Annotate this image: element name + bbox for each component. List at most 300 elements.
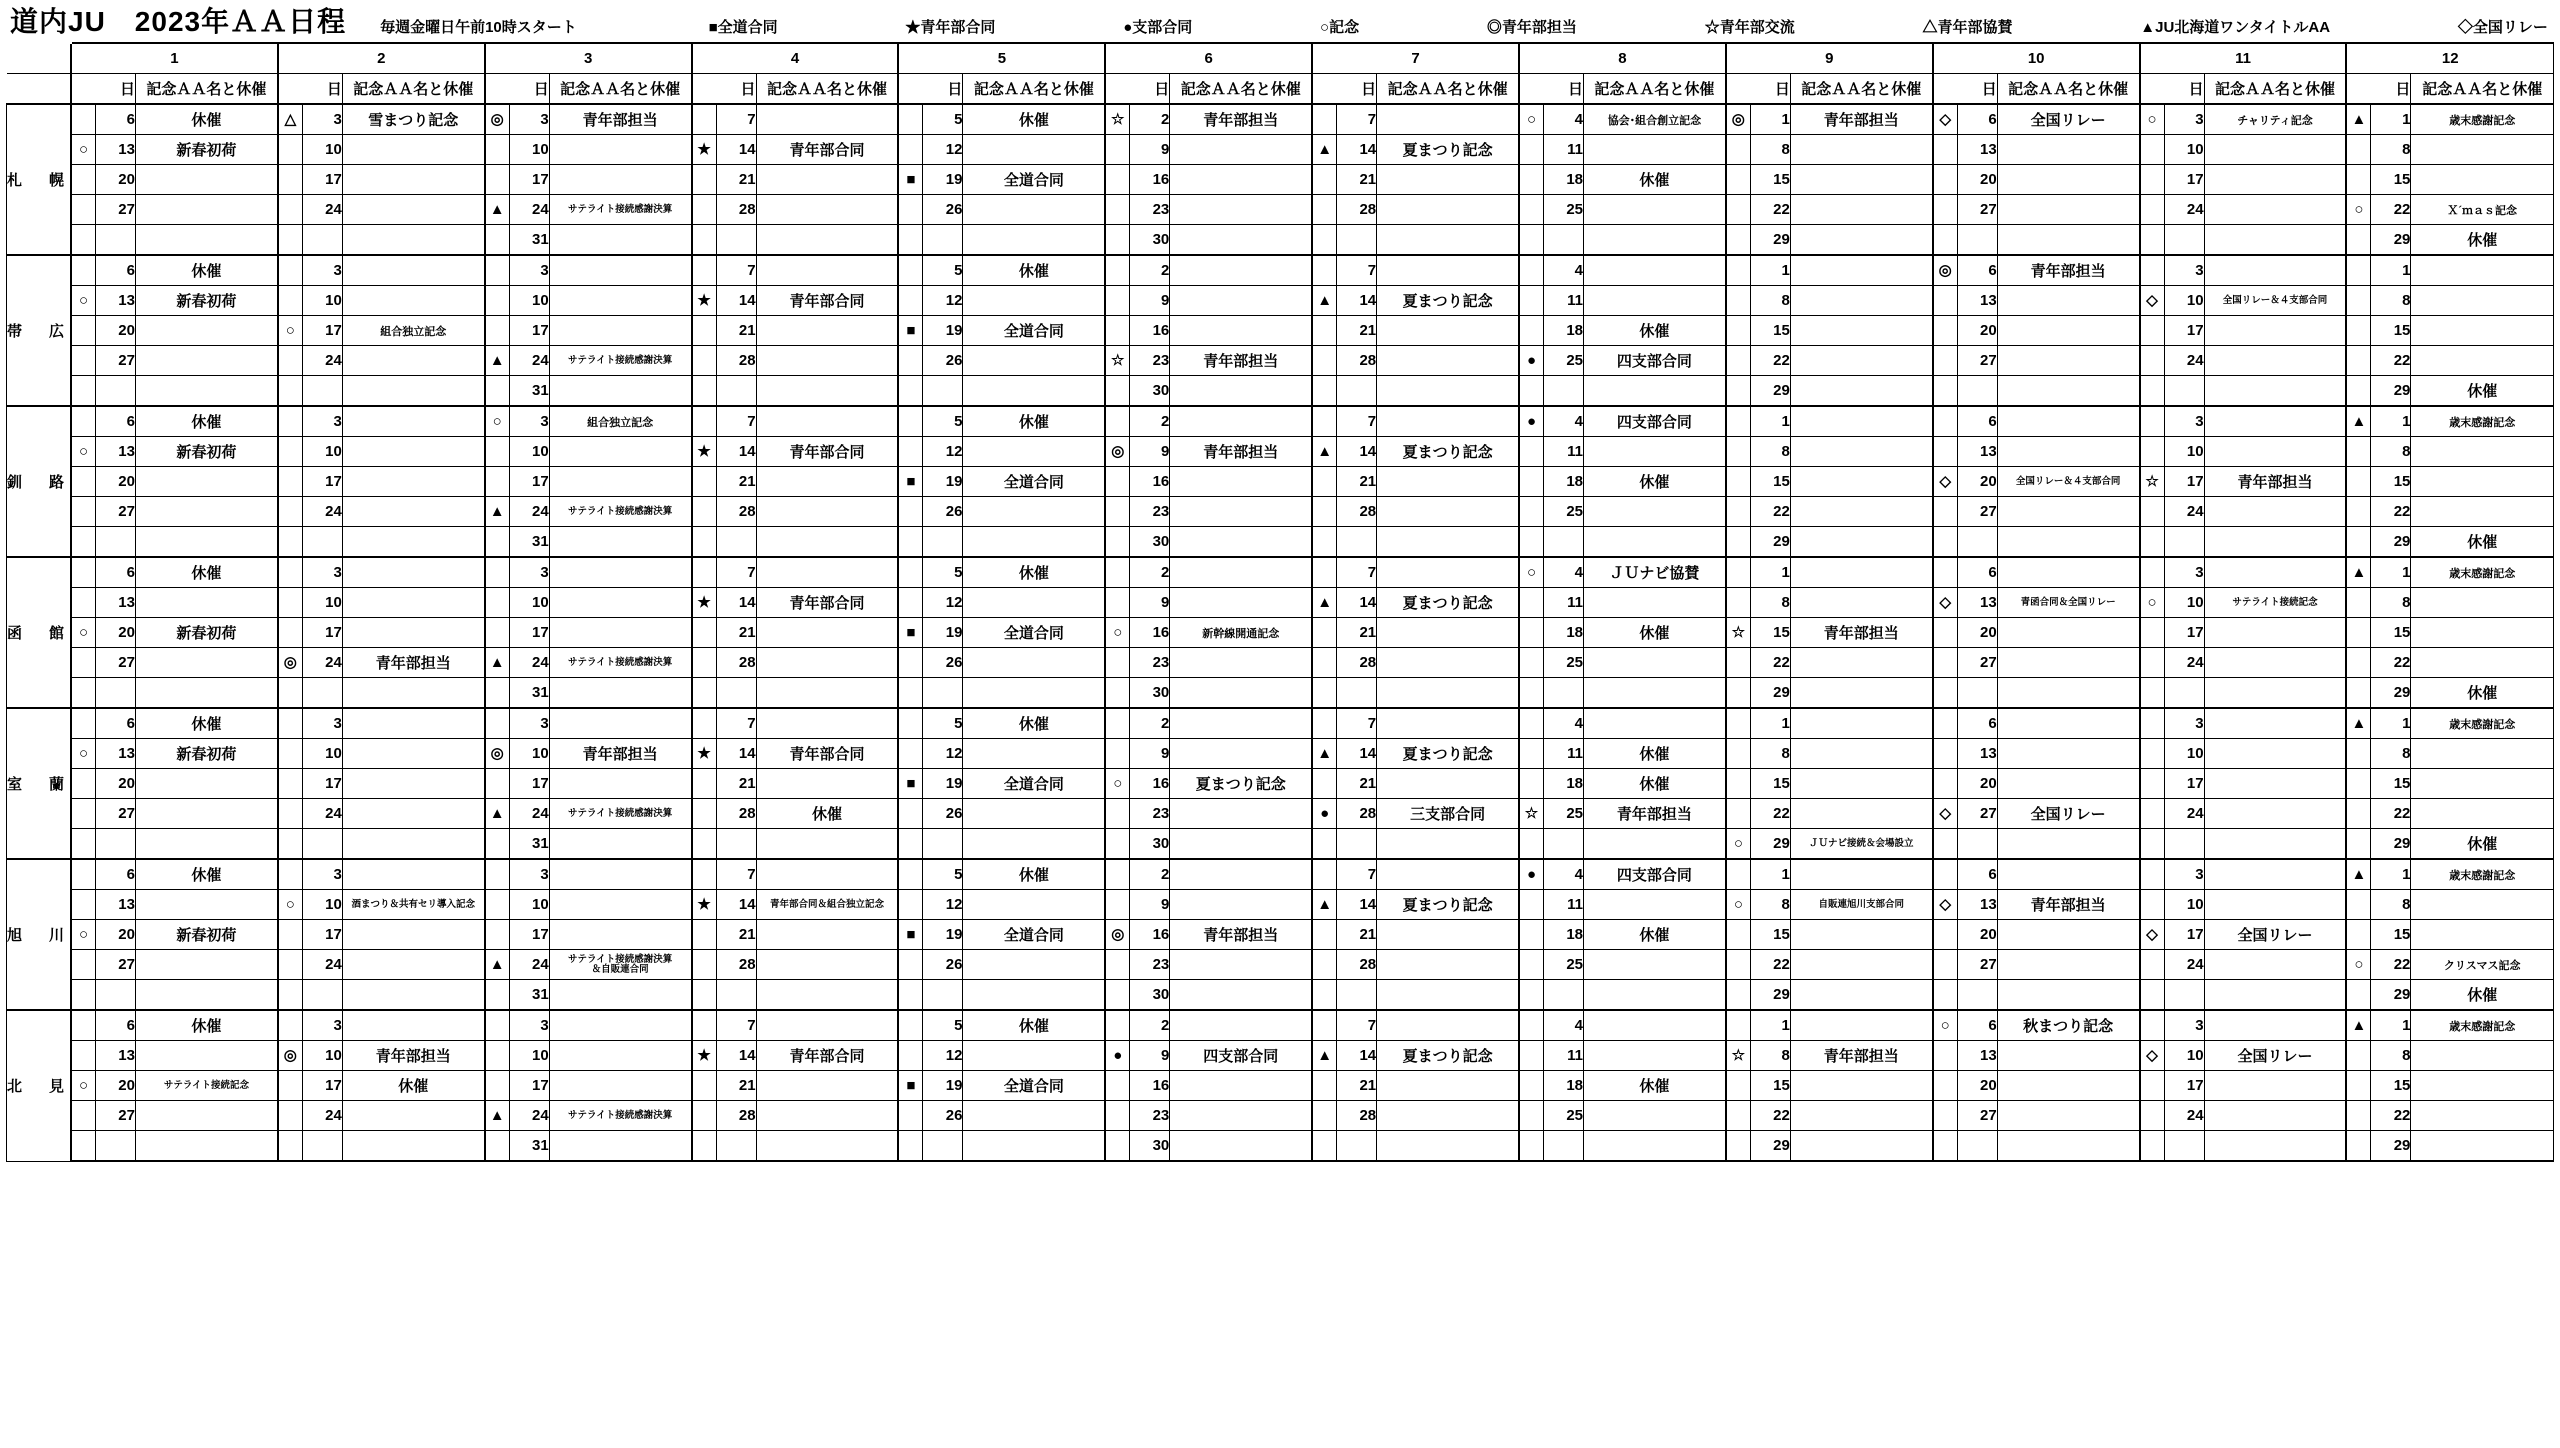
table-row [7, 618, 2554, 648]
cell-event [1170, 890, 1312, 920]
cell-mark: ● [1312, 799, 1336, 829]
cell-mark [1519, 1041, 1543, 1071]
cell-mark [2346, 920, 2370, 950]
cell-event [1377, 950, 1519, 980]
cell-mark [1933, 437, 1957, 467]
cell-day [716, 527, 756, 558]
cell-event [963, 1131, 1105, 1162]
cell-day: 7 [716, 859, 756, 890]
cell-event: 青年部担当 [1170, 437, 1312, 467]
cell-event: 青年部担当 [2204, 467, 2346, 497]
cell-day [1337, 527, 1377, 558]
cell-event: 全国リレー [2204, 1041, 2346, 1071]
cell-day: 4 [1543, 104, 1583, 135]
cell-day: 27 [1957, 195, 1997, 225]
cell-day: 11 [1543, 739, 1583, 769]
cell-day: 14 [716, 135, 756, 165]
cell-day [2164, 829, 2204, 860]
cell-day [716, 1131, 756, 1162]
cell-mark [1519, 1010, 1543, 1041]
cell-event [963, 195, 1105, 225]
cell-event [1790, 346, 1932, 376]
cell-event [135, 678, 277, 709]
cell-event [342, 1010, 484, 1041]
cell-event [2204, 527, 2346, 558]
cell-event [1377, 316, 1519, 346]
cell-mark: ▲ [2346, 406, 2370, 437]
cell-event: 夏まつり記念 [1377, 739, 1519, 769]
cell-mark [1933, 225, 1957, 256]
cell-day: 21 [1337, 467, 1377, 497]
cell-day: 1 [2371, 104, 2411, 135]
cell-mark [1519, 225, 1543, 256]
cell-day: 31 [509, 1131, 549, 1162]
cell-event [342, 588, 484, 618]
cell-event [2204, 890, 2346, 920]
cell-mark [2346, 467, 2370, 497]
cell-event [1790, 678, 1932, 709]
cell-day [2164, 980, 2204, 1011]
cell-mark [2140, 648, 2164, 678]
cell-event [342, 859, 484, 890]
cell-mark [1726, 467, 1750, 497]
cell-event [549, 225, 691, 256]
cell-mark [278, 376, 302, 407]
cell-mark [1519, 769, 1543, 799]
cell-event [2411, 437, 2554, 467]
cell-mark [1933, 678, 1957, 709]
cell-day [1337, 225, 1377, 256]
cell-event [1170, 588, 1312, 618]
cell-event [756, 195, 898, 225]
cell-day: 11 [1543, 1041, 1583, 1071]
cell-day: 20 [95, 467, 135, 497]
cell-day [95, 376, 135, 407]
cell-event [1377, 920, 1519, 950]
cell-day: 29 [1750, 376, 1790, 407]
month-header-7: 7 [1312, 43, 1519, 74]
cell-event [2204, 225, 2346, 256]
cell-event [135, 346, 277, 376]
cell-mark: ◇ [1933, 467, 1957, 497]
cell-mark [1726, 950, 1750, 980]
cell-day: 6 [1957, 406, 1997, 437]
cell-mark [898, 708, 922, 739]
cell-event [2204, 799, 2346, 829]
table-row [7, 1131, 2554, 1162]
cell-event [2204, 648, 2346, 678]
cell-event: 休催 [1584, 769, 1726, 799]
cell-day: 14 [1337, 286, 1377, 316]
cell-day: 10 [2164, 890, 2204, 920]
cell-day: 17 [2164, 618, 2204, 648]
cell-mark [2140, 557, 2164, 588]
cell-event [342, 739, 484, 769]
cell-day: 4 [1543, 557, 1583, 588]
cell-mark [1312, 376, 1336, 407]
cell-event [1997, 618, 2139, 648]
cell-day: 28 [1337, 497, 1377, 527]
cell-event [756, 1131, 898, 1162]
table-row [7, 497, 2554, 527]
cell-day [923, 225, 963, 256]
cell-day [95, 1131, 135, 1162]
cell-mark [278, 346, 302, 376]
cell-day: 24 [2164, 1101, 2204, 1131]
cell-event [1790, 497, 1932, 527]
cell-mark [1105, 1071, 1129, 1101]
cell-event [342, 406, 484, 437]
cell-event [1584, 1131, 1726, 1162]
cell-day: 22 [1750, 195, 1790, 225]
cell-mark [692, 980, 716, 1011]
cell-event: 全国リレー [2204, 920, 2346, 950]
cell-mark [278, 739, 302, 769]
cell-mark: ☆ [1726, 1041, 1750, 1071]
cell-mark [485, 557, 509, 588]
cell-event [1377, 527, 1519, 558]
cell-day: 23 [1130, 1101, 1170, 1131]
cell-mark [2140, 1131, 2164, 1162]
cell-event: 青年部担当 [1790, 618, 1932, 648]
cell-day: 2 [1130, 406, 1170, 437]
table-row [7, 799, 2554, 829]
cell-day: 17 [302, 316, 342, 346]
col-header-day-4: 日 [692, 74, 756, 105]
cell-event [135, 769, 277, 799]
cell-mark [1105, 950, 1129, 980]
cell-day: 19 [923, 618, 963, 648]
cell-mark [692, 225, 716, 256]
cell-day: 21 [716, 316, 756, 346]
cell-mark [2346, 437, 2370, 467]
cell-day: 29 [2371, 678, 2411, 709]
cell-event: 歳末感謝記念 [2411, 708, 2554, 739]
cell-event [549, 890, 691, 920]
table-row [7, 195, 2554, 225]
cell-day: 10 [302, 1041, 342, 1071]
cell-day: 12 [923, 739, 963, 769]
cell-event [342, 799, 484, 829]
cell-mark [2346, 255, 2370, 286]
cell-mark [2346, 1131, 2370, 1162]
cell-day: 10 [2164, 588, 2204, 618]
cell-mark [485, 467, 509, 497]
cell-event [2204, 316, 2346, 346]
cell-mark: ◇ [2140, 920, 2164, 950]
cell-day: 21 [1337, 920, 1377, 950]
cell-event [1584, 950, 1726, 980]
cell-mark [1312, 104, 1336, 135]
cell-day: 8 [1750, 588, 1790, 618]
cell-day: 30 [1130, 376, 1170, 407]
cell-mark [692, 829, 716, 860]
cell-event [963, 829, 1105, 860]
cell-mark [2140, 165, 2164, 195]
cell-day: 15 [2371, 316, 2411, 346]
cell-event: 夏まつり記念 [1377, 890, 1519, 920]
cell-event [1790, 980, 1932, 1011]
cell-day: 26 [923, 195, 963, 225]
cell-day: 8 [1750, 890, 1790, 920]
cell-mark: ▲ [1312, 588, 1336, 618]
cell-day: 14 [716, 739, 756, 769]
cell-day: 27 [1957, 648, 1997, 678]
cell-event [1170, 1010, 1312, 1041]
cell-day: 20 [1957, 467, 1997, 497]
cell-day: 27 [1957, 950, 1997, 980]
cell-day [302, 829, 342, 860]
cell-mark [2140, 769, 2164, 799]
cell-mark [2140, 829, 2164, 860]
cell-day: 22 [1750, 346, 1790, 376]
cell-event: 休催 [963, 708, 1105, 739]
cell-mark [1933, 859, 1957, 890]
cell-event: チャリティ記念 [2204, 104, 2346, 135]
cell-mark: ☆ [1105, 104, 1129, 135]
cell-mark [692, 1071, 716, 1101]
cell-day: 1 [1750, 406, 1790, 437]
cell-mark [2346, 497, 2370, 527]
cell-event [1170, 497, 1312, 527]
cell-day: 5 [923, 406, 963, 437]
cell-event: 四支部合同 [1584, 346, 1726, 376]
cell-mark: ○ [1519, 104, 1543, 135]
cell-day: 3 [2164, 255, 2204, 286]
cell-mark [1105, 376, 1129, 407]
cell-mark: ★ [692, 890, 716, 920]
cell-mark [898, 890, 922, 920]
cell-event: 歳末感謝記念 [2411, 406, 2554, 437]
col-header-event-10: 記念ＡＡ名と休催 [1997, 74, 2139, 105]
cell-mark: ○ [1933, 1010, 1957, 1041]
table-row [7, 1041, 2554, 1071]
cell-day [302, 527, 342, 558]
cell-day: 23 [1130, 497, 1170, 527]
col-header-day-11: 日 [2140, 74, 2204, 105]
cell-event: 歳末感謝記念 [2411, 859, 2554, 890]
cell-day: 16 [1130, 769, 1170, 799]
cell-mark: ◎ [485, 104, 509, 135]
cell-event [1790, 165, 1932, 195]
cell-event: 休催 [1584, 739, 1726, 769]
cell-mark: ★ [692, 286, 716, 316]
cell-mark [1105, 739, 1129, 769]
cell-day: 3 [509, 557, 549, 588]
cell-mark [1312, 920, 1336, 950]
cell-mark [278, 920, 302, 950]
cell-day [1543, 678, 1583, 709]
cell-event: サテライト接続感謝決算 [549, 1101, 691, 1131]
cell-event [756, 829, 898, 860]
cell-mark [278, 165, 302, 195]
cell-event: 新春初荷 [135, 437, 277, 467]
cell-day: 1 [2371, 557, 2411, 588]
cell-mark [278, 255, 302, 286]
cell-mark [485, 1010, 509, 1041]
cell-day: 31 [509, 527, 549, 558]
cell-event [963, 346, 1105, 376]
cell-mark [1312, 346, 1336, 376]
cell-event [1170, 678, 1312, 709]
cell-event [2204, 708, 2346, 739]
cell-event [549, 557, 691, 588]
cell-mark [1105, 497, 1129, 527]
cell-day: 10 [509, 739, 549, 769]
cell-day: 30 [1130, 980, 1170, 1011]
cell-event: サテライト接続感謝決算 [549, 346, 691, 376]
cell-day: 24 [302, 648, 342, 678]
cell-mark [1726, 316, 1750, 346]
cell-mark [485, 1131, 509, 1162]
cell-event: 休催 [2411, 376, 2554, 407]
cell-mark [1105, 980, 1129, 1011]
cell-mark [278, 286, 302, 316]
cell-mark: ○ [2140, 104, 2164, 135]
cell-day: 10 [509, 135, 549, 165]
cell-mark [692, 165, 716, 195]
cell-mark [1519, 376, 1543, 407]
cell-day [1337, 980, 1377, 1011]
cell-day: 3 [302, 104, 342, 135]
table-row [7, 467, 2554, 497]
cell-day: 6 [95, 1010, 135, 1041]
cell-day: 24 [302, 346, 342, 376]
cell-day: 26 [923, 950, 963, 980]
cell-event: 全道合同 [963, 769, 1105, 799]
cell-event [135, 376, 277, 407]
cell-event: 青年部担当 [342, 1041, 484, 1071]
month-header-5: 5 [898, 43, 1105, 74]
cell-day: 10 [509, 437, 549, 467]
cell-day: 25 [1543, 195, 1583, 225]
cell-mark [1726, 1131, 1750, 1162]
cell-day: 10 [2164, 1041, 2204, 1071]
cell-day: 19 [923, 467, 963, 497]
cell-day: 10 [302, 286, 342, 316]
table-row [7, 437, 2554, 467]
cell-event [963, 588, 1105, 618]
cell-event [1997, 135, 2139, 165]
cell-mark [692, 376, 716, 407]
cell-event [1790, 225, 1932, 256]
cell-mark [278, 497, 302, 527]
cell-day: 17 [509, 467, 549, 497]
cell-mark [2140, 859, 2164, 890]
cell-event: 全国リレー＆４支部合同 [2204, 286, 2346, 316]
cell-day: 6 [95, 708, 135, 739]
cell-event: 青年部担当 [1170, 104, 1312, 135]
cell-day: 14 [716, 1041, 756, 1071]
cell-day: 13 [1957, 739, 1997, 769]
cell-event [342, 829, 484, 860]
cell-event [1584, 255, 1726, 286]
legend-item-kinen: ○記念 [1320, 19, 1360, 36]
cell-mark [898, 195, 922, 225]
cell-event [1170, 829, 1312, 860]
cell-day: 12 [923, 890, 963, 920]
cell-mark [71, 467, 95, 497]
cell-event [1997, 739, 2139, 769]
cell-day [716, 225, 756, 256]
cell-day: 20 [95, 165, 135, 195]
cell-event [756, 708, 898, 739]
cell-event [549, 618, 691, 648]
cell-mark [898, 1131, 922, 1162]
cell-event [1997, 1041, 2139, 1071]
cell-day: 13 [95, 739, 135, 769]
cell-event: 全道合同 [963, 316, 1105, 346]
cell-mark [1105, 678, 1129, 709]
cell-day: 1 [2371, 406, 2411, 437]
region-label-5: 旭 川 [7, 859, 72, 1010]
cell-day: 1 [1750, 859, 1790, 890]
cell-event [1377, 1131, 1519, 1162]
cell-event [756, 255, 898, 286]
table-row [7, 769, 2554, 799]
cell-day: 7 [1337, 557, 1377, 588]
cell-event [1997, 316, 2139, 346]
cell-day [1957, 829, 1997, 860]
cell-event [1997, 527, 2139, 558]
cell-day: 28 [716, 799, 756, 829]
cell-day [923, 376, 963, 407]
col-header-event-1: 記念ＡＡ名と休催 [135, 74, 277, 105]
cell-mark: ★ [692, 437, 716, 467]
cell-event [342, 708, 484, 739]
cell-day: 10 [2164, 437, 2204, 467]
cell-day: 20 [95, 316, 135, 346]
month-header-2: 2 [278, 43, 485, 74]
cell-mark [1933, 316, 1957, 346]
cell-day: 11 [1543, 135, 1583, 165]
cell-day: 11 [1543, 588, 1583, 618]
cell-day: 22 [1750, 950, 1790, 980]
cell-event: 休催 [1584, 316, 1726, 346]
cell-event [135, 527, 277, 558]
cell-day: 1 [2371, 1010, 2411, 1041]
cell-event [549, 527, 691, 558]
cell-event [549, 1041, 691, 1071]
cell-mark: ○ [2140, 588, 2164, 618]
cell-event [2411, 1101, 2554, 1131]
cell-day: 7 [716, 708, 756, 739]
cell-event [342, 195, 484, 225]
cell-mark [2140, 255, 2164, 286]
cell-mark [278, 225, 302, 256]
cell-event [2204, 618, 2346, 648]
cell-event: 青年部担当 [1584, 799, 1726, 829]
cell-day [302, 678, 342, 709]
cell-event [2204, 829, 2346, 860]
cell-event [2204, 1071, 2346, 1101]
cell-mark [1519, 286, 1543, 316]
cell-event [1790, 135, 1932, 165]
cell-mark [1726, 557, 1750, 588]
legend-item-ju-hokkaido: ▲JU北海道ワンタイトルAA [2140, 19, 2331, 36]
cell-day [1543, 376, 1583, 407]
cell-event [1377, 557, 1519, 588]
cell-day [95, 829, 135, 860]
cell-mark: ■ [898, 920, 922, 950]
cell-mark: ■ [898, 769, 922, 799]
cell-event [2204, 135, 2346, 165]
cell-day: 17 [302, 467, 342, 497]
cell-event: 四支部合同 [1170, 1041, 1312, 1071]
cell-event [1790, 467, 1932, 497]
cell-mark [1726, 1101, 1750, 1131]
cell-event [1377, 165, 1519, 195]
